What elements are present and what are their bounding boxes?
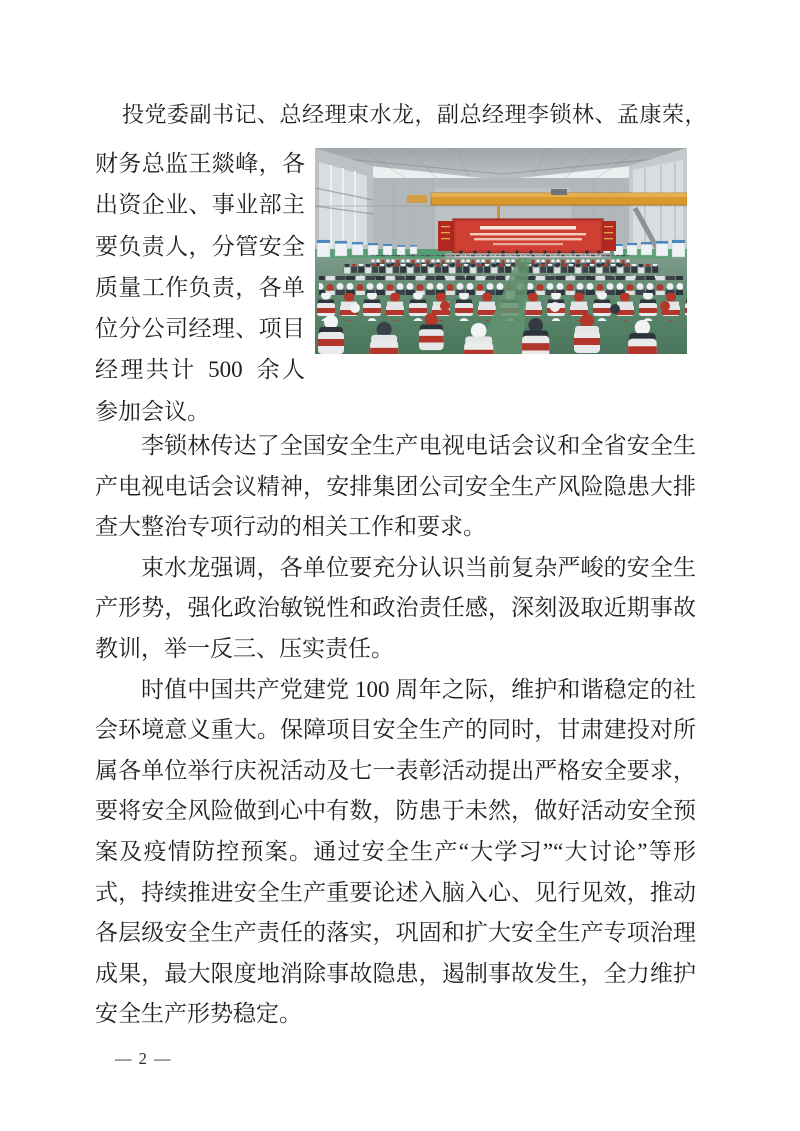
photo-stage-banner [438, 219, 616, 258]
paragraph-2: 李锁林传达了全国安全生产电视电话会议和全省安全生产电视电话会议精神，安排集团公司安全生产风险隐患大排查大整治专项行动的相关工作和要求。 [95, 433, 696, 540]
meeting-photo-illustration [315, 148, 687, 354]
paragraph-1-wrapped-column: 财务总监王燚峰，各出资企业、事业部主要负责人，分管安全质量工作负责，各单位分公司经理、项目经理共计 500 余人参加会议。 [95, 151, 305, 424]
paragraph-3: 束水龙强调，各单位要充分认识当前复杂严峻的安全生产形势，强化政治敏锐性和政治责任感，深刻汲取近期事故教训，举一反三、压实责任。 [95, 554, 696, 661]
meeting-photo [315, 148, 687, 354]
paragraph-4: 时值中国共产党建党 100 周年之际，维护和谐稳定的社会环境意义重大。保障项目安全生产的同时，甘肃建投对所属各单位举行庆祝活动及七一表彰活动提出严格安全要求，要将安全风险做到心中有数，防患于未然，做好活动安全预案及疫情防控预案。通过安全生产“大学习”“大讨论”等形式，持续推进安全生产重要论述入脑入心、见行见效，推动各层级安全生产责任的落实，巩固和扩大安全生产专项治理成果，最大限度地消除事故隐患，遏制事故发生，全力维护安全生产形势稳定。 [95, 676, 696, 1027]
page-number: — 2 — [115, 1049, 172, 1068]
paragraph-1-first-line: 投党委副书记、总经理束水龙，副总经理李锁林、孟康荣， [122, 102, 708, 127]
body-paragraphs [95, 426, 696, 1035]
